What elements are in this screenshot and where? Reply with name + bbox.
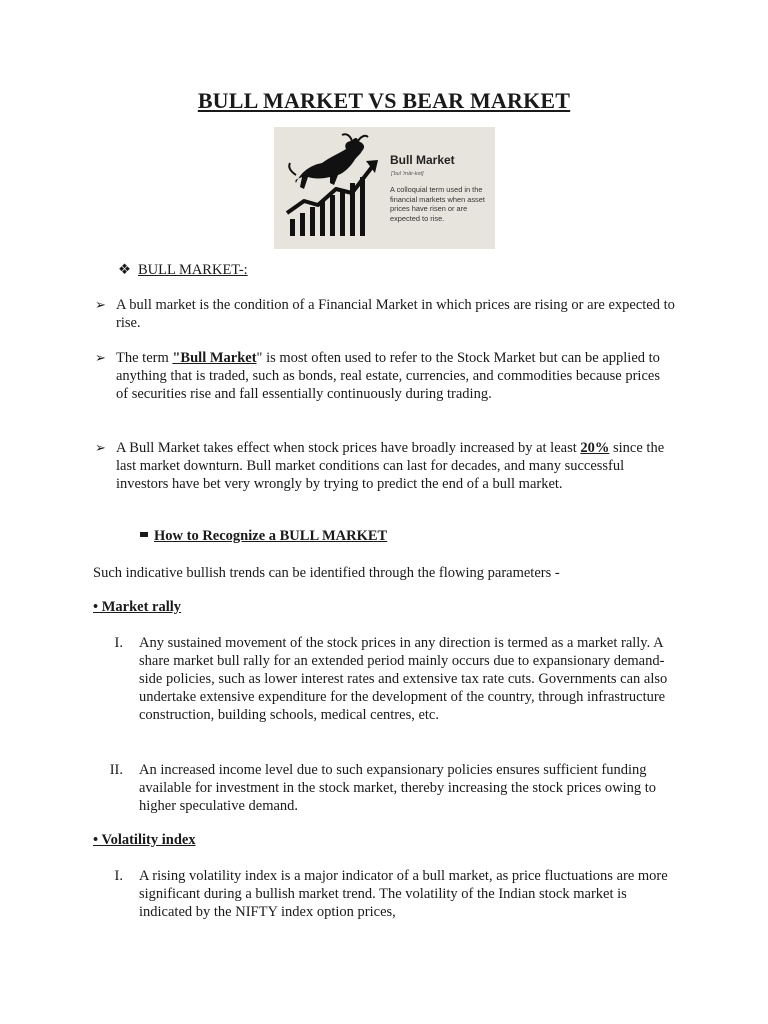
arrow-bullet-icon: ➢ — [95, 440, 106, 455]
hero-heading: Bull Market — [390, 153, 455, 167]
subsection-heading-text: How to Recognize a BULL MARKET — [154, 528, 388, 544]
page-title: BULL MARKET VS BEAR MARKET — [197, 88, 571, 113]
text-run: since the last market downturn. Bull market conditions can last for decades, and many successful investors have bet very wrongly by trying to predict the end of a bull market. — [116, 440, 665, 492]
emphasis-bull-market: "Bull Market — [172, 350, 257, 366]
list-item-text — [116, 349, 675, 403]
section-heading-text: BULL MARKET-: — [138, 262, 248, 278]
hero-definition: A colloquial term used in the financial markets when asset prices have risen or are expected to rise. — [390, 185, 485, 223]
list-item — [95, 439, 675, 493]
list-number: I. — [114, 868, 123, 884]
list-number: I. — [114, 635, 123, 651]
list-item-text — [116, 439, 675, 493]
arrow-bullet-icon: ➢ — [95, 350, 106, 365]
text-run: The term — [116, 350, 173, 366]
square-bullet-icon — [140, 532, 148, 537]
list-item — [95, 634, 680, 724]
heading-market-rally: • Market rally — [93, 599, 182, 615]
list-item — [95, 867, 680, 921]
list-item — [95, 761, 680, 815]
arrow-bullet-icon: ➢ — [95, 297, 106, 312]
text-run: " is most often used to refer to the Stock Market but can be applied to anything that is traded, such as bonds, real estate, currencies, and commodities because prices of securities rise and fall essentially continuously during trading. — [116, 350, 660, 402]
list-item-text: A bull market is the condition of a Financial Market in which prices are rising or are expected to rise. — [116, 297, 675, 331]
list-item — [95, 296, 675, 332]
text-run: A Bull Market takes effect when stock prices have broadly increased by at least — [116, 440, 581, 456]
hero-phonetic: ['bul 'mär-kət] — [391, 171, 424, 177]
list-number: II. — [109, 762, 123, 778]
list-item-text: A rising volatility index is a major indicator of a bull market, as price fluctuations are more significant during a bullish market trend. The volatility of the Indian stock market is indicated by the NIFTY index option prices, — [139, 868, 668, 920]
emphasis-percent: 20% — [580, 440, 610, 456]
subsection-heading — [140, 528, 387, 545]
list-item-text: Any sustained movement of the stock prices in any direction is termed as a market rally. A share market bull rally for an extended period mainly occurs due to expansionary demand-side policies, such as lower interest rates and extensive tax rate cuts. Governments can also undertake extensive expenditure for the development of the country, through infrastructure construction, building schools, medical centres, etc. — [139, 635, 668, 723]
intro-paragraph: Such indicative bullish trends can be identified through the flowing parameters - — [93, 565, 560, 581]
heading-volatility-index: • Volatility index — [93, 832, 196, 848]
section-heading-bull-market — [118, 262, 248, 279]
diamond-bullet-icon: ❖ — [118, 262, 131, 278]
list-item-text: An increased income level due to such expansionary policies ensures sufficient funding available for investment in the stock market, thereby increasing the stock prices owing to higher speculative demand. — [139, 762, 657, 814]
list-item — [95, 349, 675, 403]
bull-market-image — [274, 127, 495, 249]
